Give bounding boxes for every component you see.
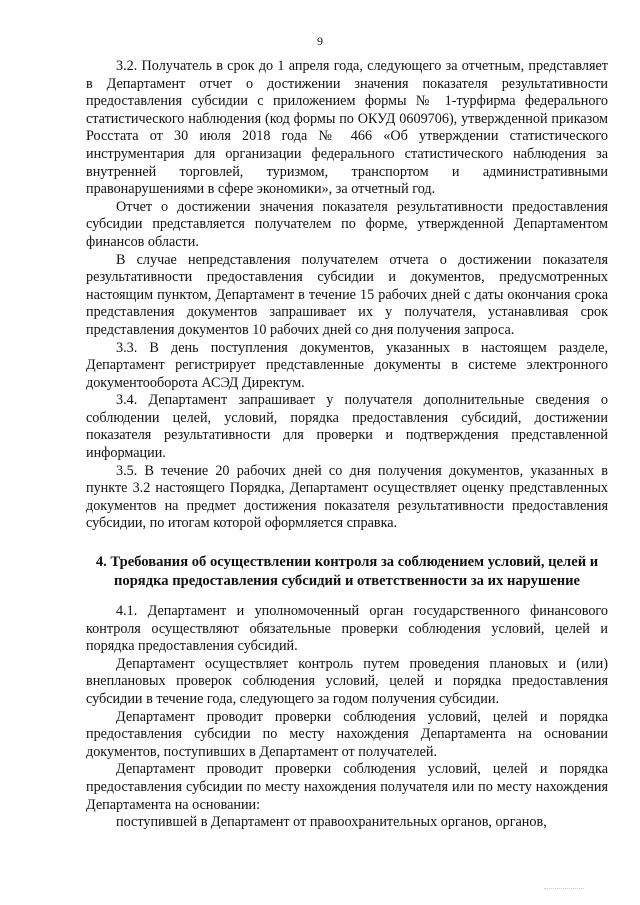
section-heading xyxy=(86,553,608,591)
paragraph-3-5: 3.5. В течение 20 рабочих дней со дня получения документов, указанных в пункте 3.2 настоящего Порядка, Департамент осуществляет оценку представленных документов на предмет достижения показателя результативности предоставления субсидии, по итогам которой оформляется справка. xyxy=(86,462,608,532)
page-number: 9 xyxy=(317,34,323,48)
section-heading-line-2: порядка предоставления субсидий и ответственности за их нарушение xyxy=(113,573,581,590)
paragraph-control-method: Департамент осуществляет контроль путем проведения плановых и (или) внеплановых проверок соблюдения условий, целей и порядка предоставления субсидии в течение года, следующего за годом получения субсидии. xyxy=(86,655,608,707)
paragraph-onsite-audit: Департамент проводит проверки соблюдения условий, целей и порядка предоставления субсидии по месту нахождения получателя или по месту нахождения Департамента на основании: xyxy=(86,761,608,813)
document-body xyxy=(86,58,608,832)
paragraph-4-1: 4.1. Департамент и уполномоченный орган государственного финансового контроля осуществляют обязательные проверки соблюдения условий, целей и порядка предоставления субсидий. xyxy=(86,603,608,655)
paragraph-3-3: 3.3. В день поступления документов, указанных в настоящем разделе, Департамент регистрирует представленные документы в системе электронного документооборота АСЭД Директум. xyxy=(86,339,608,391)
footer-mark xyxy=(544,888,584,895)
paragraph-non-submission: В случае непредставления получателем отчета о достижении показателя результативности предоставления субсидии и документов, предусмотренных настоящим пунктом, Департамент в течение 15 рабочих дней с даты окончания срока представления документов запрашивает их у получателя, устанавливая срок представления документов 10 рабочих дней со дня получения запроса. xyxy=(86,251,608,338)
paragraph-report-form: Отчет о достижении значения показателя результативности предоставления субсидии представляется получателем по форме, утвержденной Департаментом финансов области. xyxy=(86,198,608,250)
paragraph-3-4: 3.4. Департамент запрашивает у получателя дополнительные сведения о соблюдении целей, условий, порядка предоставления субсидий, достижении показателя результативности для проверки и подтверждения представленной информации. xyxy=(86,392,608,462)
paragraph-desk-audit: Департамент проводит проверки соблюдения условий, целей и порядка предоставления субсидии по месту нахождения Департамента на основании документов, поступивших в Департамент от получателей. xyxy=(86,708,608,760)
section-heading-line-1: 4. Требования об осуществлении контроля за соблюдением условий, целей и xyxy=(95,554,599,571)
paragraph-grounds: поступившей в Департамент от правоохранительных органов, органов, xyxy=(116,814,547,831)
paragraph-3-2: 3.2. Получатель в срок до 1 апреля года, следующего за отчетным, представляет в Департамент отчет о достижении значения показателя результативности предоставления субсидии с приложением формы № 1-турфирма федерального статистического наблюдения (код формы по ОКУД 0609706), утвержденной приказом Росстата от 30 июля 2018 года № 466 «Об утверждении статистического инструментария для организации федерального статистического наблюдения за внутренней торговлей, туризмом, транспортом и административными правонарушениями в сфере экономики», за отчетный год. xyxy=(86,58,608,198)
